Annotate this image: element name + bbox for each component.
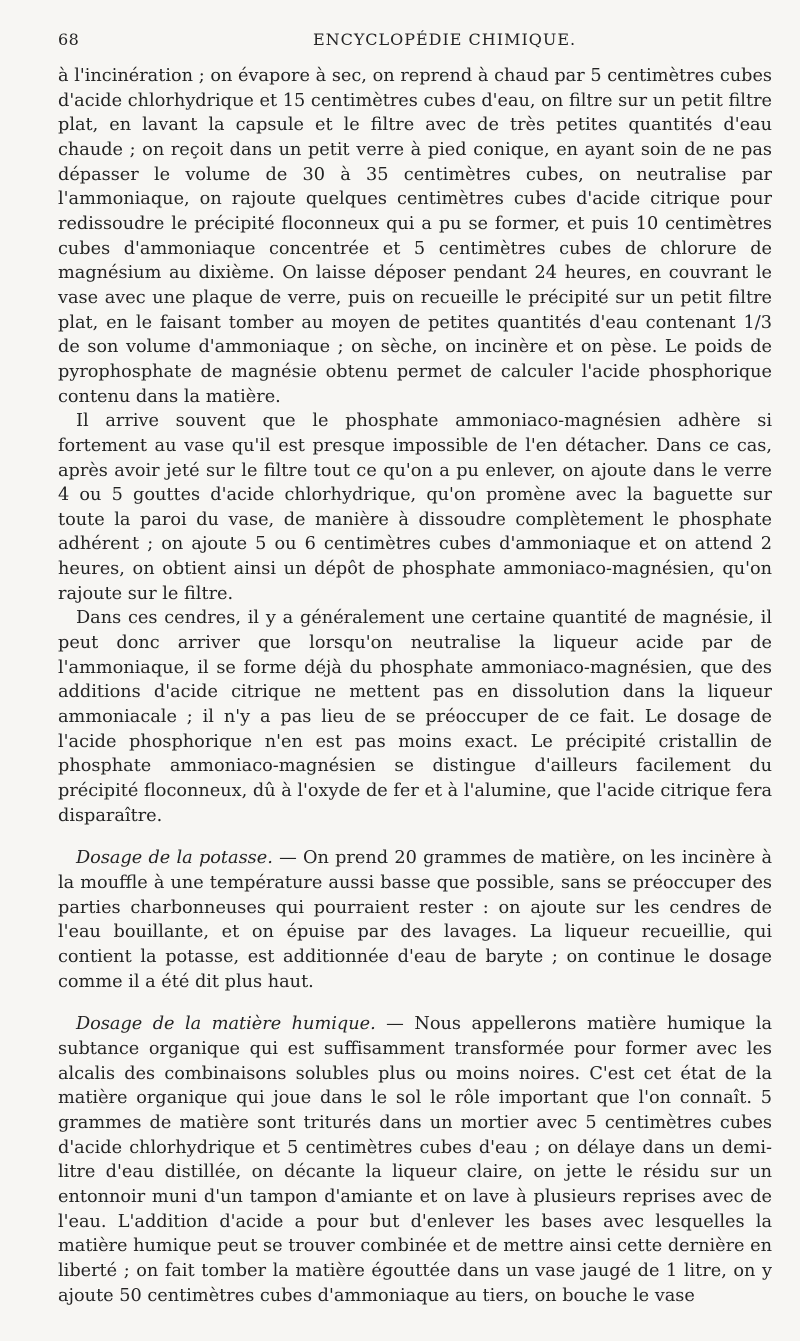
paragraph-text: — On prend 20 grammes de matière, on les incinère à la mouffle à une température aussi basse que possible, sans se préoccuper des parties charbonneuses qui pourraient rester : on ajoute sur les cendres de l'eau bouillante, et on épuise par des lavages. La liqueur recueillie, qui contient la potasse, est additionnée d'eau de baryte ; on continue le dosage comme il a été dit plus haut.: [58, 848, 772, 992]
body-text: [58, 64, 772, 1308]
section-title: Dosage de la matière humique.: [76, 1014, 376, 1035]
section-title: Dosage de la potasse.: [76, 848, 273, 869]
section-dosage-potasse: [58, 846, 772, 994]
paragraph-text: Il arrive souvent que le phosphate ammoniaco-magnésien adhère si fortement au vase qu'il est presque impossible de l'en détacher. Dans ce cas, après avoir jeté sur le filtre tout ce qu'on a pu enlever, on ajoute dans le verre 4 ou 5 gouttes d'acide chlorhydrique, qu'on promène avec la baguette sur toute la paroi du vase, de manière à dissoudre complètement le phosphate adhérent ; on ajoute 5 ou 6 centimètres cubes d'ammoniaque et on attend 2 heures, on obtient ainsi un dépôt de phosphate ammoniaco-magnésien, qu'on rajoute sur le filtre.: [58, 411, 772, 604]
paragraph-phosphate-adhesion: [58, 409, 772, 606]
page-header: [58, 30, 770, 56]
paragraph-text: Dans ces cendres, il y a généralement une certaine quantité de magnésie, il peut donc arriver que lorsqu'on neutralise la liqueur acide par de l'ammoniaque, il se forme déjà du phosphate ammoniaco-magnésien, que des additions d'acide citrique ne mettent pas en dissolution dans la liqueur ammoniacale ; il n'y a pas lieu de se préoccuper de ce fait. Le dosage de l'acide phosphorique n'en est pas moins exact. Le précipité cristallin de phosphate ammoniaco-magnésien se distingue d'ailleurs facilement du précipité floconneux, dû à l'oxyde de fer et à l'alumine, que l'acide citrique fera disparaître.: [58, 608, 772, 826]
paragraph-text: — Nous appellerons matière humique la subtance organique qui est suffisamment transformée pour former avec les alcalis des combinaisons solubles plus ou moins noires. C'est cet état de la matière organique qui joue dans le sol le rôle important que l'on connaît. 5 grammes de matière sont triturés dans un mortier avec 5 centimètres cubes d'acide chlorhydrique et 5 centimètres cubes d'eau ; on délaye dans un demi-litre d'eau distillée, on décante la liqueur claire, on jette le résidu sur un entonnoir muni d'un tampon d'amiante et on lave à plusieurs reprises avec de l'eau. L'addition d'acide a pour but d'enlever les bases avec lesquelles la matière humique peut se trouver combinée et de mettre ainsi cette dernière en liberté ; on fait tomber la matière égouttée dans un vase jaugé de 1 litre, on y ajoute 50 centimètres cubes d'ammoniaque au tiers, on bouche le vase: [58, 1014, 772, 1306]
paragraph-magnesia-note: [58, 606, 772, 828]
page-number: 68: [58, 30, 80, 49]
paragraph-incineration-continuation: [58, 64, 772, 409]
paragraph-text: à l'incinération ; on évapore à sec, on reprend à chaud par 5 centimètres cubes d'acide chlorhydrique et 15 centimètres cubes d'eau, on filtre sur un petit filtre plat, en lavant la capsule et le filtre avec de très petites quantités d'eau chaude ; on reçoit dans un petit verre à pied conique, en ayant soin de ne pas dépasser le volume de 30 à 35 centimètres cubes, on neutralise par l'ammoniaque, on rajoute quelques centimètres cubes d'acide citrique pour redissoudre le précipité floconneux qui a pu se former, et puis 10 centimètres cubes d'ammoniaque concentrée et 5 centimètres cubes de chlorure de magnésium au dixième. On laisse déposer pendant 24 heures, en couvrant le vase avec une plaque de verre, puis on recueille le précipité sur un petit filtre plat, en le faisant tomber au moyen de petites quantités d'eau contenant 1/3 de son volume d'ammoniaque ; on sèche, on incinère et on pèse. Le poids de pyrophosphate de magnésie obtenu permet de calculer l'acide phosphorique contenu dans la matière.: [58, 66, 772, 407]
running-title: ENCYCLOPÉDIE CHIMIQUE.: [313, 30, 577, 49]
section-dosage-matiere-humique: [58, 1012, 772, 1308]
